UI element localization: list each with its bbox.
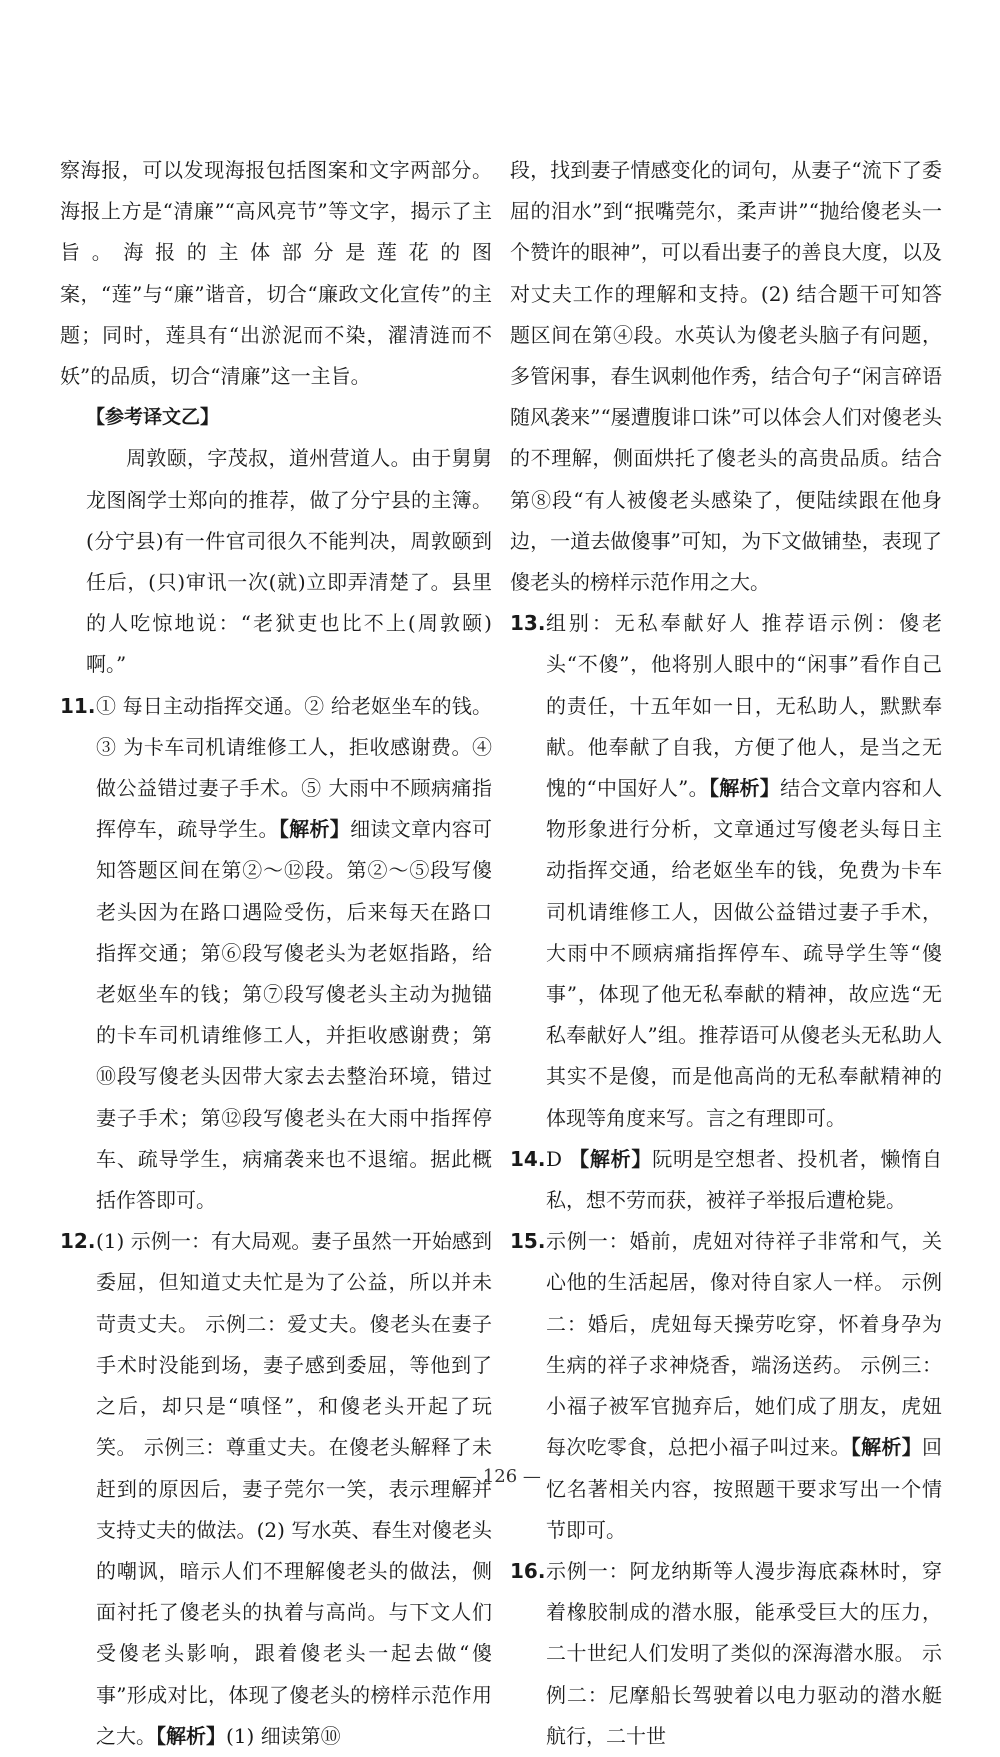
answer-text: 示例一：婚前，虎妞对待祥子非常和气，关心他的生活起居，像对待自家人一样。 示例二：婚后，虎妞每天操劳吃穿，怀着身孕为生病的祥子求神烧香，端汤送药。 示例三：小福子被军官抛弃后，她们成了朋友，虎妞每次吃零食，总把小福子叫过来。	[546, 1229, 942, 1460]
answer-number: 11.	[60, 693, 96, 718]
analysis-text: 回忆名著相关内容，按照题干要求写出一个情节即可。	[546, 1435, 943, 1542]
analysis-tag: 【解析】	[708, 776, 781, 801]
analysis-text: 结合文章内容和人物形象进行分析，文章通过写傻老头每日主动指挥交通，给老妪坐车的钱，免费为卡车司机请维修工人，因做公益错过妻子手术，大雨中不顾病痛指挥停车、疏导学生等“傻事”，体现了他无私奉献的精神，故应选“无私奉献好人”组。推荐语可从傻老头无私助人其实不是傻，而是他高尚的无私奉献精神的体现等角度来写。言之有理即可。	[546, 776, 943, 1130]
answer-text: 示例一：阿龙纳斯等人漫步海底森林时，穿着橡胶制成的潜水服，能承受巨大的压力，二十世纪人们发明了类似的深海潜水服。 示例二：尼摩船长驾驶着以电力驱动的潜水艇航行，二十世	[546, 1558, 942, 1748]
analysis-tag: 【解析】	[278, 817, 351, 842]
answer-16	[510, 1551, 942, 1757]
analysis-text: (1) 细读第⑩	[226, 1723, 341, 1748]
answer-number: 12.	[60, 1229, 96, 1254]
answer-13	[510, 603, 942, 1139]
answer-number: 15.	[510, 1229, 546, 1254]
analysis-text: 细读文章内容可知答题区间在第②～⑫段。第②～⑤段写傻老头因为在路口遇险受伤，后来每天在路口指挥交通；第⑥段写傻老头为老妪指路，给老妪坐车的钱；第⑦段写傻老头主动为抛锚的卡车司机请维修工人，并拒收感谢费；第⑩段写傻老头因带大家去去整治环境，错过妻子手术；第⑫段写傻老头在大雨中指挥停车、疏导学生，病痛袭来也不退缩。据此概括作答即可。	[96, 817, 493, 1213]
answer-number: 13.	[510, 611, 546, 636]
left-column	[60, 150, 492, 1757]
analysis-text: 阮明是空想者、投机者，懒惰自私，想不劳而获，被祥子举报后遭枪毙。	[546, 1146, 943, 1213]
answer-text: (1) 示例一：有大局观。妻子虽然一开始感到委屈，但知道丈夫忙是为了公益，所以并未苛责丈夫。 示例二：爱丈夫。傻老头在妻子手术时没能到场，妻子感到委屈，等他到了之后，却只是“嗔怪”，和傻老头开起了玩笑。 示例三：尊重丈夫。在傻老头解释了未赶到的原因后，妻子莞尔一笑，表示理解并支持丈夫的做法。(2) 写水英、春生对傻老头的嘲讽，暗示人们不理解傻老头的做法，侧面衬托了傻老头的执着与高尚。与下文人们受傻老头影响，跟着傻老头一起去做“傻事”形成对比，体现了傻老头的榜样示范作用之大。	[96, 1229, 492, 1748]
answer-text: ① 每日主动指挥交通。② 给老妪坐车的钱。③ 为卡车司机请维修工人，拒收感谢费。④ 做公益错过妻子手术。⑤ 大雨中不顾病痛指挥停车，疏导学生。	[96, 693, 492, 842]
answer-15	[510, 1221, 942, 1551]
continued-paragraph: 段，找到妻子情感变化的词句，从妻子“流下了委屈的泪水”到“抿嘴莞尔，柔声讲”“抛给傻老头一个赞许的眼神”，可以看出妻子的善良大度，以及对丈夫工作的理解和支持。(2) 结合题干可知答题区间在第④段。水英认为傻老头脑子有问题，多管闲事，春生讽刺他作秀，结合句子“闲言碎语随风袭来”“屡遭腹诽口诛”可以体会人们对傻老头的不理解，侧面烘托了傻老头的高贵品质。结合第⑧段“有人被傻老头感染了，便陆续跟在他身边，一道去做傻事”可知，为下文做铺垫，表现了傻老头的榜样示范作用之大。	[510, 158, 942, 595]
analysis-tag: 【解析】	[850, 1435, 923, 1460]
answer-text: 组别：无私奉献好人 推荐语示例：傻老头“不傻”，他将别人眼中的“闲事”看作自己的责任，十五年如一日，无私助人，默默奉献。他奉献了自我，方便了他人，是当之无愧的“中国好人”。	[546, 611, 942, 801]
translation-text: 周敦颐，字茂叔，道州营道人。由于舅舅龙图阁学士郑向的推荐，做了分宁县的主簿。(分宁县)有一件官司很久不能判决，周敦颐到任后，(只)审讯一次(就)立即弄清楚了。县里的人吃惊地说：“老狱吏也比不上(周敦颐)啊。”	[86, 446, 492, 677]
answer-12	[60, 1221, 492, 1757]
right-column	[510, 150, 942, 1757]
translation-heading: 【参考译文乙】	[86, 406, 220, 429]
answer-text: D	[546, 1146, 563, 1171]
answer-number: 16.	[510, 1558, 546, 1583]
answer-14	[510, 1139, 942, 1221]
answer-11	[60, 686, 492, 1222]
answer-number: 14.	[510, 1146, 546, 1171]
continued-paragraph: 察海报，可以发现海报包括图案和文字两部分。海报上方是“清廉”“高风亮节”等文字，揭示了主旨。海报的主体部分是莲花的图案，“莲”与“廉”谐音，切合“廉政文化宣传”的主题；同时，莲具有“出淤泥而不染，濯清涟而不妖”的品质，切合“清廉”这一主旨。	[60, 158, 492, 389]
page-number: — 126 —	[459, 1466, 541, 1487]
analysis-tag: 【解析】	[156, 1723, 226, 1748]
analysis-tag: 【解析】	[569, 1146, 653, 1171]
